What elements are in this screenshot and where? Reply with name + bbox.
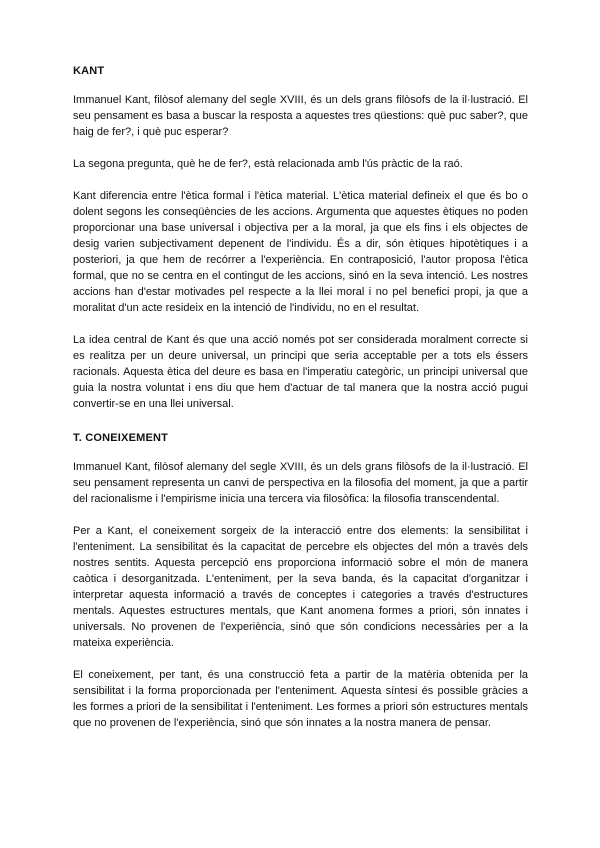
paragraph: La segona pregunta, què he de fer?, està relacionada amb l'ús pràctic de la raó. [73,158,463,170]
paragraph: La idea central de Kant és que una acció només pot ser considerada moralment correcte si es realitza per un deure universal, un principi que seria acceptable per a tots els éssers racionals. Aquesta ètica del deure es basa en l'imperatiu categòric, un principi universal que guia la nostra voluntat i ens diu que hem d'actuar de tal manera que la nostra acció pugui convertir-se en una llei universal. [73,334,528,410]
section-heading: KANT [73,65,105,77]
section-kant [73,63,528,412]
paragraph: Immanuel Kant, filòsof alemany del segle XVIII, és un dels grans filòsofs de la il·lustració. El seu pensament es basa a buscar la resposta a aquestes tres qüestions: què puc saber?, que haig de fer?, i què puc esperar? [73,94,528,138]
section-heading: T. CONEIXEMENT [73,432,169,444]
section-coneixement [73,430,528,731]
paragraph: El coneixement, per tant, és una construcció feta a partir de la matèria obtenida per la sensibilitat i la forma proporcionada per l'enteniment. Aquesta síntesi és possible gràcies a les formes a priori de la sensibilitat i l'enteniment. Les formes a priori són estructures mentals que no provenen de l'experiència, sinó que són innates a la nostra manera de pensar. [73,669,528,729]
paragraph: Per a Kant, el coneixement sorgeix de la interacció entre dos elements: la sensibilitat i l'enteniment. La sensibilitat és la capacitat de percebre els objectes del món a través dels nostres sentits. Aquesta percepció ens proporciona informació sobre el món de manera caòtica i desorganitzada. L'enteniment, per la seva banda, és la capacitat d'organitzar i interpretar aquesta informació a través de conceptes i categories a través d'estructures mentals. Aquestes estructures mentals, que Kant anomena formes a priori, són innates i universals. No provenen de l'experiència, sinó que són condicions necessàries per a la mateixa experiència. [73,525,528,649]
document-page [73,63,528,747]
paragraph: Kant diferencia entre l'ètica formal i l'ètica material. L'ètica material defineix el que és bo o dolent segons les conseqüències de les accions. Argumenta que aquestes ètiques no poden proporcionar una base universal i objectiva per a la moral, ja que els fins i els objectes de desig varien subjectivament depenent de l'individu. És a dir, són ètiques hipotètiques i a posteriori, ja que hem de recórrer a l'experiència. En contraposició, l'autor proposa l'ètica formal, que no se centra en el contingut de les accions, sinó en la seva intenció. Les nostres accions han d'estar motivades pel respecte a la llei moral i no pel benefici propi, ja que a moralitat d'un acte resideix en la intenció de l'individu, no en el resultat. [73,190,528,314]
paragraph: Immanuel Kant, filòsof alemany del segle XVIII, és un dels grans filòsofs de la il·lustració. El seu pensament representa un canvi de perspectiva en la filosofia del moment, ja que a partir del racionalisme i l'empirisme inicia una tercera via filosòfica: la filosofia transcendental. [73,461,528,505]
